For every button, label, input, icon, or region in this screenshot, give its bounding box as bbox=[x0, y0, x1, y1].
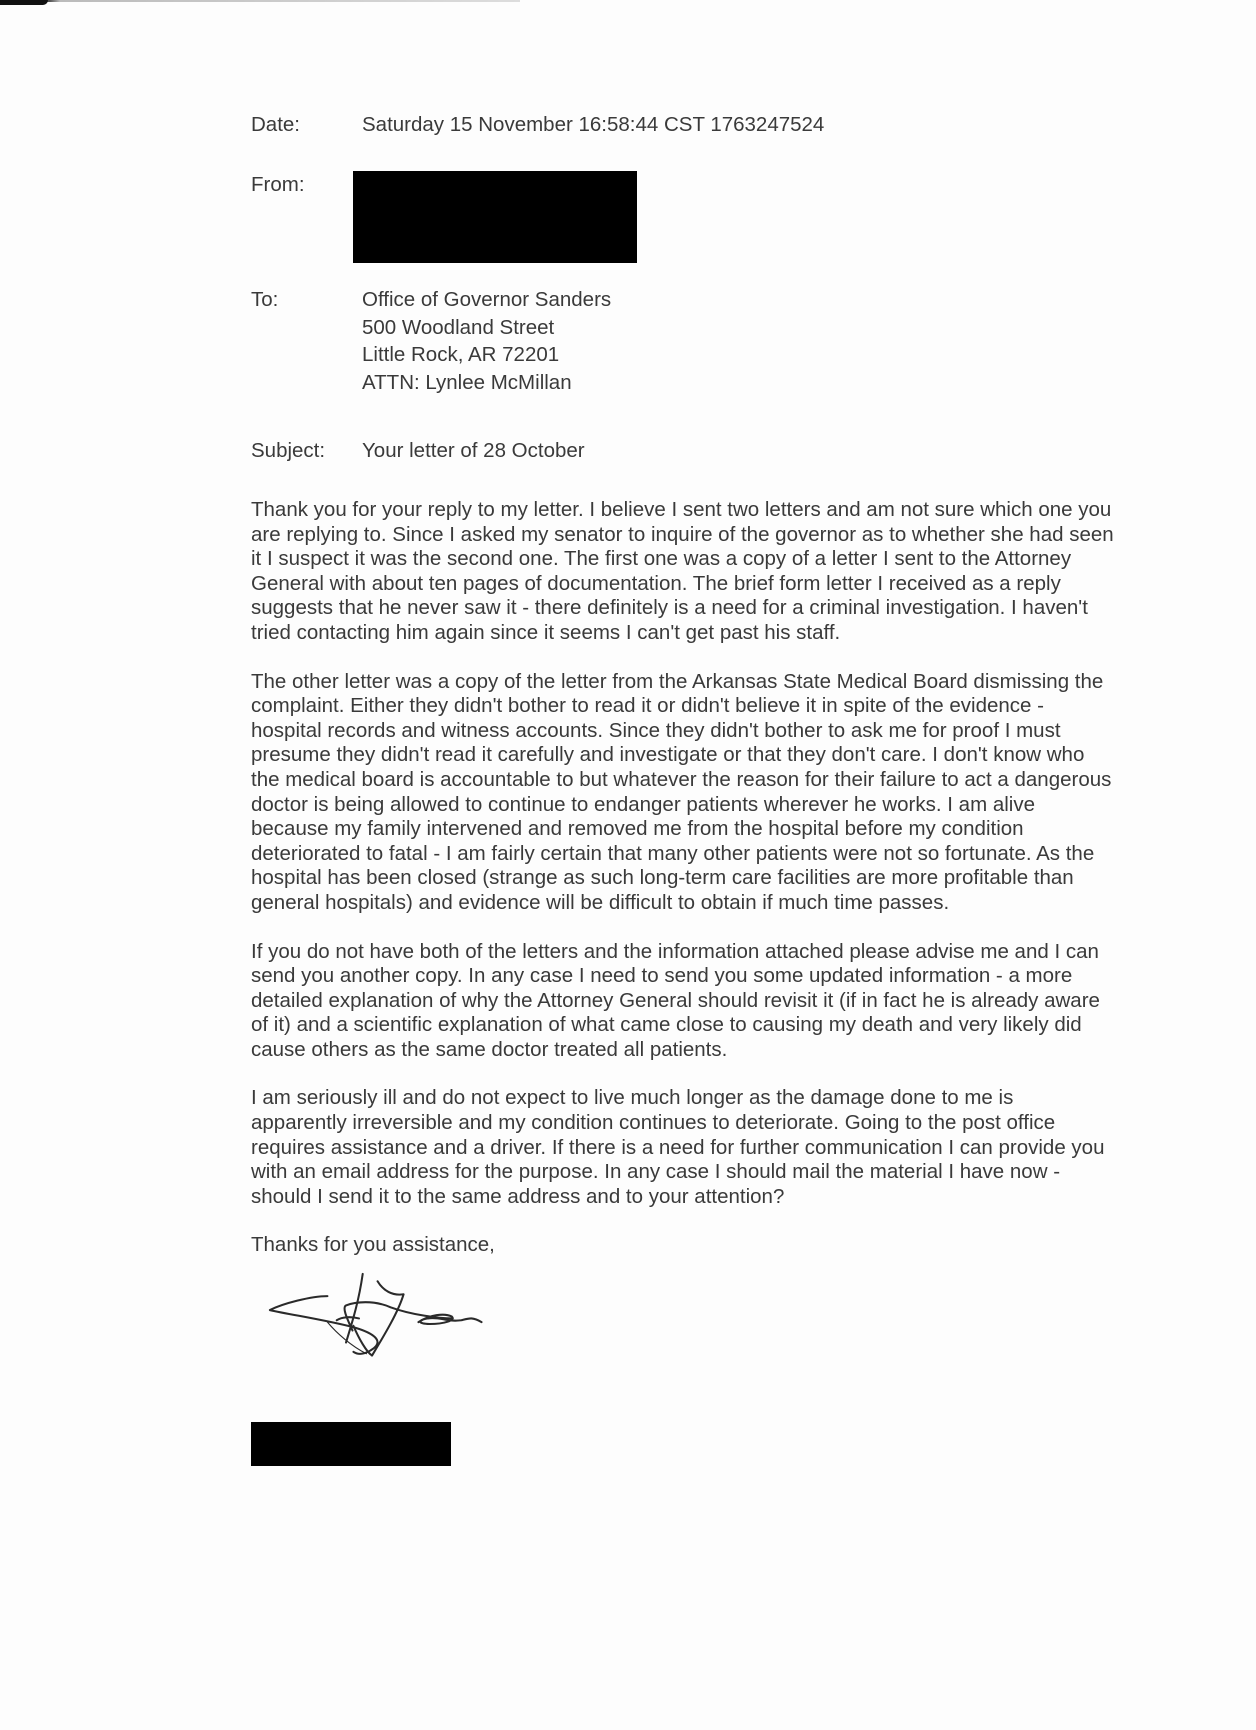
body-paragraph: If you do not have both of the letters and the information attached please advise me and I can send you another copy. In any case I need to send you some updated information - a more detailed explanation of why the Attorney General should revisit it (if in fact he is already aware of it) and a scientific explanation of what came close to causing my death and very likely did cause others as the same doctor treated all patients. bbox=[251, 939, 1100, 1061]
handwritten-signature bbox=[251, 1272, 571, 1402]
body-paragraph: I am seriously ill and do not expect to live much longer as the damage done to me is apparently irreversible and my condition continues to deteriorate. Going to the post office requires assistance and a driver. If there is a need for further communication I can provide you with an email address for the purpose. In any case I should mail the material I have now - should I send it to the same address and to your attention? bbox=[251, 1086, 1105, 1208]
to-line: Office of Governor Sanders bbox=[362, 288, 612, 311]
body-paragraph: Thank you for your reply to my letter. I believe I sent two letters and am not sure which one you are replying to. Since I asked my senator to inquire of the governor as to whether she had seen it I suspect it was the second one. The first one was a copy of a letter I sent to the Attorney General with about ten pages of documentation. The brief form letter I received as a reply suggests that he never saw it - there definitely is a need for a criminal investigation. I haven't tried contacting him again since it seems I can't get past his staff. bbox=[251, 498, 1114, 644]
from-label: From: bbox=[251, 173, 305, 196]
name-redaction bbox=[251, 1422, 451, 1466]
from-redaction bbox=[353, 171, 637, 263]
date-value: Saturday 15 November 16:58:44 CST 1763247524 bbox=[362, 113, 825, 136]
to-line: ATTN: Lynlee McMillan bbox=[362, 370, 572, 394]
subject-value: Your letter of 28 October bbox=[362, 439, 585, 462]
closing-line: Thanks for you assistance, bbox=[251, 1233, 495, 1257]
scan-edge-tip bbox=[0, 0, 48, 5]
to-label: To: bbox=[251, 288, 279, 311]
to-line: 500 Woodland Street bbox=[362, 315, 555, 339]
letter-body bbox=[251, 498, 1211, 1466]
subject-label: Subject: bbox=[251, 439, 326, 462]
date-label: Date: bbox=[251, 113, 300, 136]
to-line: Little Rock, AR 72201 bbox=[362, 343, 560, 366]
scan-edge bbox=[0, 0, 520, 2]
body-paragraph: The other letter was a copy of the letter from the Arkansas State Medical Board dismissing the complaint. Either they didn't bother to read it or didn't believe it in spite of the evidence - hospital records and witness accounts. Since they didn't bother to ask me for proof I must presume they didn't read it carefully and investigate or that they don't care. I don't know who the medical board is accountable to but whatever the reason for their failure to act a dangerous doctor is being allowed to continue to endanger patients wherever he works. I am alive because my family intervened and removed me from the hospital before my condition deteriorated to fatal - I am fairly certain that many other patients were not so fortunate. As the hospital has been closed (strange as such long-term care facilities are more profitable than general hospitals) and evidence will be difficult to obtain if much time passes. bbox=[251, 669, 1112, 914]
